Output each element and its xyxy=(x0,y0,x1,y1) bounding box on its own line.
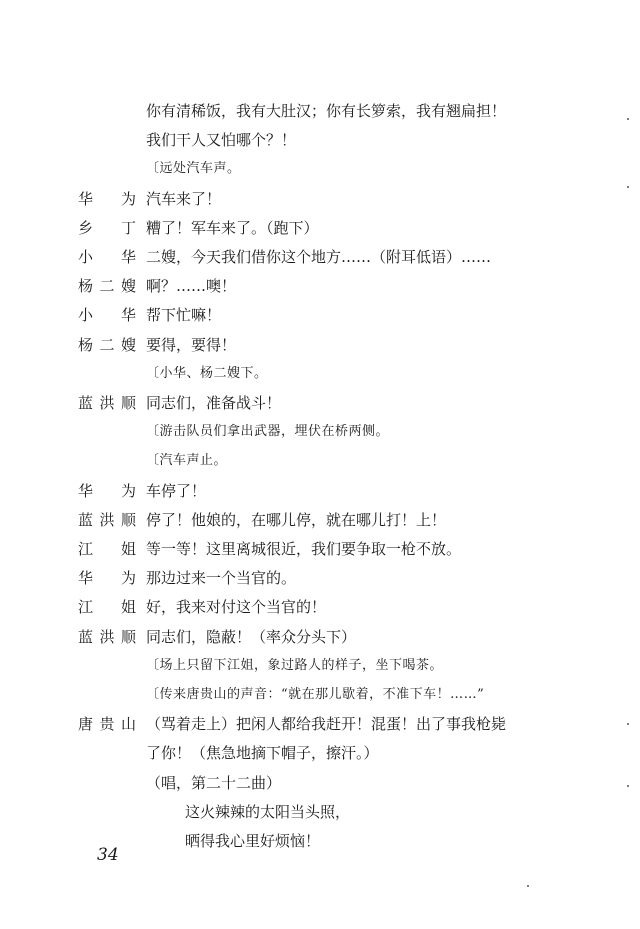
dialogue-text: 你有清稀饭，我有大肚汉；你有长箩索，我有翘扁担！ xyxy=(146,102,507,120)
dialogue-line xyxy=(0,476,640,506)
dialogue-text: （唱，第二十二曲） xyxy=(146,773,282,792)
stage-direction-line xyxy=(0,446,640,476)
speaker-name: 小 华 xyxy=(78,306,136,325)
speaker-name: 乡 丁 xyxy=(78,218,136,237)
continuation-line xyxy=(0,125,640,155)
stage-direction-text: 〔汽车声止。 xyxy=(146,453,228,469)
dialogue-text: 帮下忙嘛！ xyxy=(146,306,222,325)
song-lyric: 晒得我心里好烦恼！ xyxy=(185,832,321,850)
stage-direction-line xyxy=(0,680,640,710)
dialogue-text: 我们干人又怕哪个？！ xyxy=(146,131,297,150)
scan-speck xyxy=(627,186,629,188)
dialogue-text: 那边过来一个当官的。 xyxy=(146,569,297,588)
stage-direction-text: 〔小华、杨二嫂下。 xyxy=(146,365,268,381)
dialogue-line xyxy=(0,242,640,272)
dialogue-line xyxy=(0,563,640,593)
dialogue-line xyxy=(0,505,640,535)
dialogue-text: 汽车来了！ xyxy=(146,189,222,208)
speaker-name: 杨二嫂 xyxy=(78,335,136,354)
continuation-line xyxy=(0,768,640,798)
speaker-name: 华 为 xyxy=(78,189,136,208)
speaker-name: 蓝洪顺 xyxy=(78,510,136,529)
dialogue-text: 要得，要得！ xyxy=(146,335,237,354)
dialogue-line xyxy=(0,709,640,739)
continuation-line xyxy=(0,826,640,856)
speaker-name: 华 为 xyxy=(78,481,136,500)
continuation-line xyxy=(0,797,640,827)
dialogue-text: 同志们，隐蔽！（率众分头下） xyxy=(146,627,357,646)
dialogue-text: 糟了！军车来了。（跑下） xyxy=(146,218,319,237)
dialogue-line xyxy=(0,330,640,360)
dialogue-text: 啊？……噢！ xyxy=(146,277,237,296)
dialogue-line xyxy=(0,592,640,622)
page-number: 34 xyxy=(97,845,119,865)
stage-direction-text: 〔场上只留下江姐，象过路人的样子，坐下喝茶。 xyxy=(146,657,444,673)
speaker-name: 杨二嫂 xyxy=(78,277,136,296)
stage-direction-text: 〔远处汽车声。 xyxy=(146,161,241,177)
dialogue-text: 同志们，准备战斗！ xyxy=(146,394,282,412)
speaker-name: 蓝洪顺 xyxy=(78,627,136,646)
dialogue-line xyxy=(0,300,640,330)
dialogue-line xyxy=(0,534,640,564)
scan-speck xyxy=(527,885,529,887)
scan-speck xyxy=(627,118,629,120)
dialogue-text: 车停了！ xyxy=(146,481,207,500)
dialogue-line xyxy=(0,388,640,418)
dialogue-line xyxy=(0,622,640,652)
stage-direction-line xyxy=(0,417,640,447)
stage-direction-text: 〔传来唐贵山的声音：“就在那儿歇着，不准下车！……” xyxy=(146,687,485,702)
scan-speck xyxy=(627,785,629,787)
continuation-line xyxy=(0,96,640,126)
stage-direction-line xyxy=(0,359,640,389)
dialogue-line xyxy=(0,184,640,214)
speaker-name: 唐贵山 xyxy=(78,715,136,734)
scan-speck xyxy=(627,723,629,725)
dialogue-text: 二嫂，今天我们借你这个地方……（附耳低语）…… xyxy=(146,248,492,266)
speaker-name: 华 为 xyxy=(78,569,136,588)
dialogue-text: 好，我来对付这个当官的！ xyxy=(146,598,327,617)
stage-direction-text: 〔游击队员们拿出武器，埋伏在桥两侧。 xyxy=(146,424,390,440)
dialogue-line xyxy=(0,213,640,243)
stage-direction-line xyxy=(0,154,640,184)
continuation-line xyxy=(0,738,640,768)
dialogue-line xyxy=(0,271,640,301)
dialogue-text: （骂着走上）把闲人都给我赶开！混蛋！出了事我枪毙 xyxy=(146,715,507,734)
dialogue-text: 停了！他娘的，在哪儿停，就在哪儿打！上！ xyxy=(146,510,447,529)
speaker-name: 江 姐 xyxy=(78,598,136,617)
stage-direction-line xyxy=(0,651,640,681)
speaker-name: 江 姐 xyxy=(78,540,136,558)
speaker-name: 蓝洪顺 xyxy=(78,394,136,412)
dialogue-text: 了你！（焦急地摘下帽子，擦汗。） xyxy=(146,744,379,763)
speaker-name: 小 华 xyxy=(78,248,136,266)
song-lyric: 这火辣辣的太阳当头照， xyxy=(185,802,351,821)
dialogue-text: 等一等！这里离城很近，我们要争取一枪不放。 xyxy=(146,540,462,558)
